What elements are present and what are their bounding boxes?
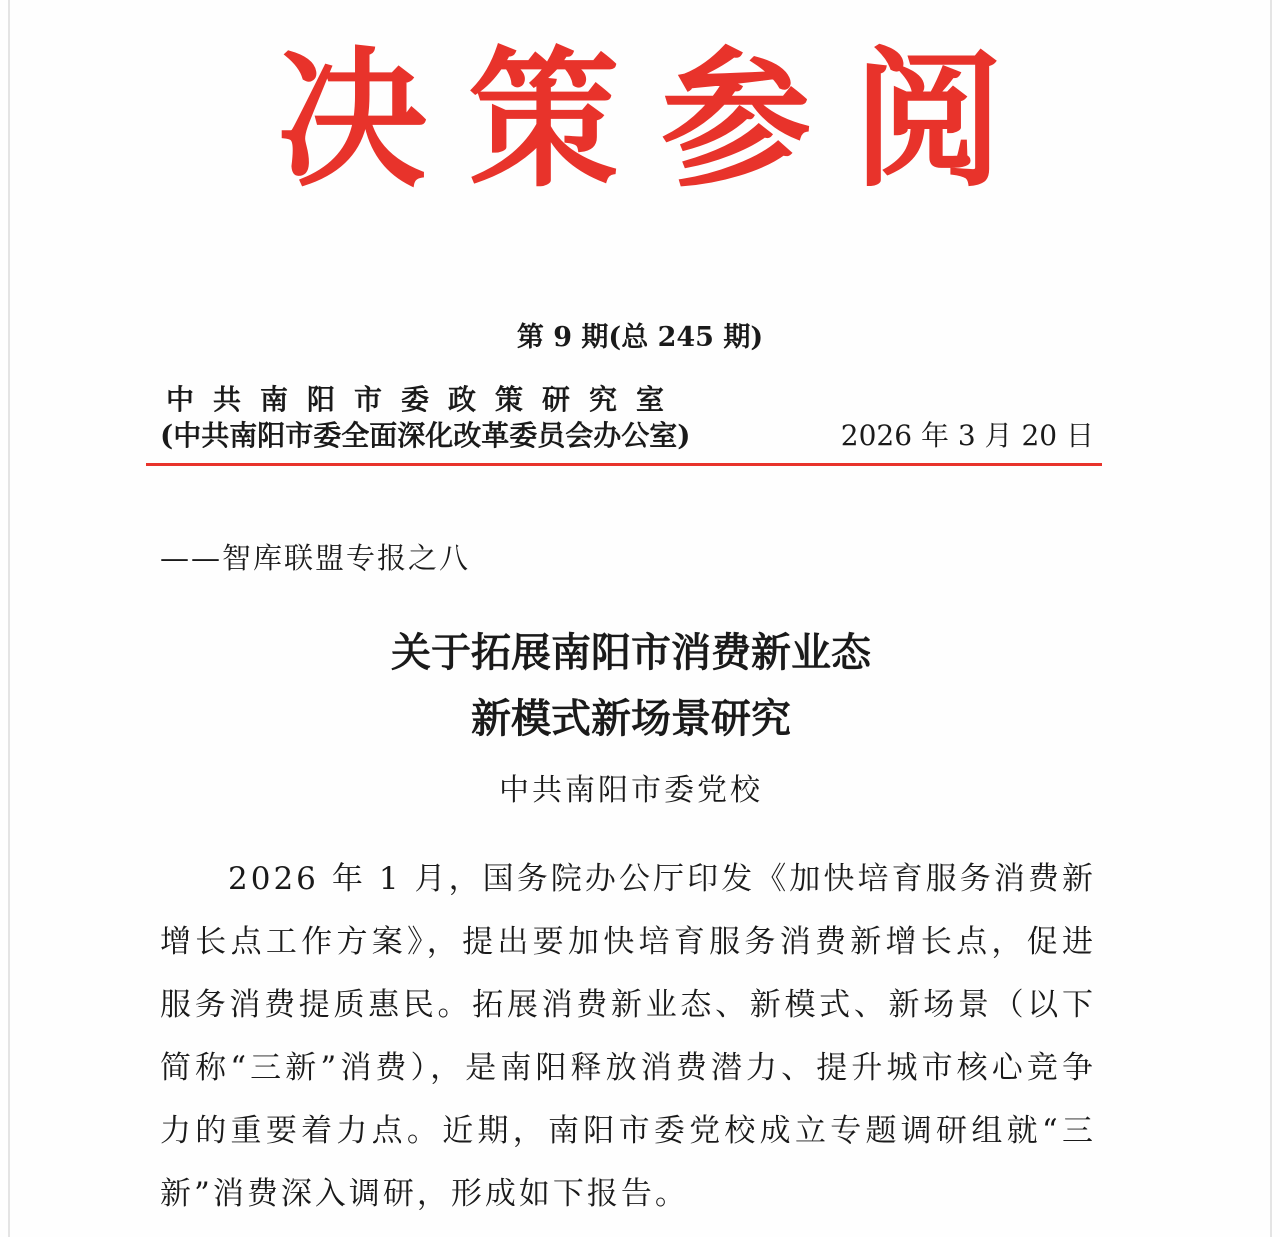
issuing-office: 中共南阳市委政策研究室 — [166, 383, 684, 416]
report-title-line1: 关于拓展南阳市消费新业态 — [391, 629, 871, 676]
series-label: ——智库联盟专报之八 — [160, 541, 471, 575]
issue-number: 第 9 期(总 245 期) — [516, 322, 764, 353]
body-paragraph: 2026 年 1 月，国务院办公厅印发《加快培育服务消费新增长点工作方案》，提出要加快培育服务消费新增长点，促进服务消费提质惠民。拓展消费新业态、新模式、新场景（以下简称“三新”消费），是南阳释放消费潜力、提升城市核心竞争力的重要着力点。近期，南阳市委党校成立专题调研组就“三新”消费深入调研，形成如下报告。 — [160, 861, 1096, 1212]
report-title — [0, 620, 1262, 752]
issue-date: 2026 年 3 月 20 日 — [840, 419, 1094, 452]
red-divider — [146, 463, 1102, 466]
issuing-office-alias: (中共南阳市委全面深化改革委员会办公室) — [160, 419, 691, 452]
report-title-line2: 新模式新场景研究 — [471, 695, 791, 742]
masthead-title: 决策参阅 — [276, 32, 1045, 208]
report-author: 中共南阳市委党校 — [499, 773, 763, 808]
